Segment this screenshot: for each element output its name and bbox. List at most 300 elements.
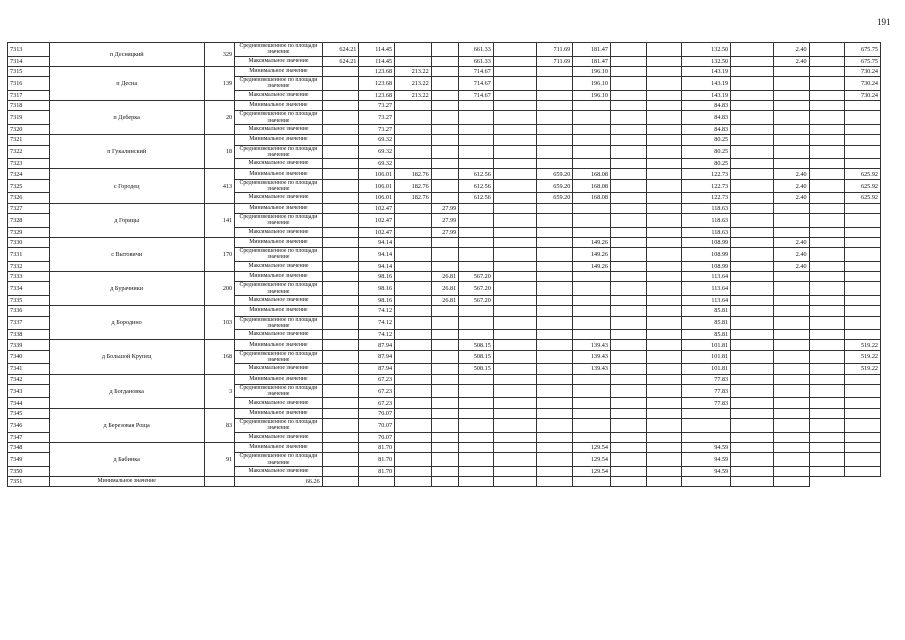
value-cell: 69.32 bbox=[359, 135, 395, 145]
value-cell bbox=[682, 432, 731, 442]
value-cell bbox=[773, 374, 809, 384]
value-cell bbox=[610, 350, 646, 364]
value-cell bbox=[493, 272, 536, 282]
value-cell bbox=[431, 169, 459, 179]
value-cell bbox=[536, 261, 573, 271]
value-cell bbox=[573, 295, 611, 305]
value-cell: 508.15 bbox=[459, 350, 494, 364]
value-cell bbox=[431, 398, 459, 408]
value-cell: 81.70 bbox=[359, 466, 395, 476]
value-cell: 67.23 bbox=[359, 398, 395, 408]
value-cell bbox=[573, 477, 611, 487]
value-cell: 98.16 bbox=[359, 295, 395, 305]
value-cell bbox=[431, 419, 459, 433]
value-cell bbox=[731, 340, 774, 350]
row-id-cell: 7349 bbox=[8, 453, 50, 467]
value-cell bbox=[395, 477, 432, 487]
value-cell bbox=[845, 261, 881, 271]
value-cell bbox=[459, 419, 494, 433]
value-cell bbox=[610, 316, 646, 330]
value-cell bbox=[395, 43, 432, 57]
value-cell bbox=[493, 453, 536, 467]
value-cell bbox=[809, 66, 845, 76]
value-cell bbox=[395, 466, 432, 476]
value-cell bbox=[809, 374, 845, 384]
row-id-cell: 7325 bbox=[8, 179, 50, 193]
value-cell bbox=[731, 248, 774, 262]
value-type-cell: Средневзвешенное по площади значение bbox=[235, 282, 323, 296]
value-cell: 519.22 bbox=[845, 364, 881, 374]
value-cell bbox=[395, 374, 432, 384]
value-type-cell: Средневзвешенное по площади значение bbox=[235, 248, 323, 262]
row-id-cell: 7323 bbox=[8, 159, 50, 169]
value-cell bbox=[493, 111, 536, 125]
row-id-cell: 7334 bbox=[8, 282, 50, 296]
value-cell: 139.43 bbox=[573, 350, 611, 364]
value-cell: 625.92 bbox=[845, 179, 881, 193]
value-cell bbox=[431, 442, 459, 452]
value-cell bbox=[536, 453, 573, 467]
value-cell bbox=[809, 398, 845, 408]
value-cell bbox=[536, 350, 573, 364]
value-cell bbox=[322, 477, 359, 487]
value-cell bbox=[731, 282, 774, 296]
value-cell: 132.50 bbox=[682, 56, 731, 66]
value-cell bbox=[536, 101, 573, 111]
row-id-cell: 7330 bbox=[8, 237, 50, 247]
value-cell: 139.43 bbox=[573, 364, 611, 374]
value-cell bbox=[610, 101, 646, 111]
value-cell bbox=[431, 350, 459, 364]
parcel-count-cell: 141 bbox=[204, 203, 235, 237]
value-cell bbox=[773, 316, 809, 330]
value-cell bbox=[493, 384, 536, 398]
value-cell: 182.76 bbox=[395, 179, 432, 193]
value-cell bbox=[359, 477, 395, 487]
value-cell: 714.67 bbox=[459, 66, 494, 76]
value-cell bbox=[493, 432, 536, 442]
value-cell bbox=[610, 145, 646, 159]
value-cell bbox=[731, 213, 774, 227]
value-cell bbox=[493, 364, 536, 374]
value-cell bbox=[731, 350, 774, 364]
value-cell bbox=[845, 101, 881, 111]
parcel-count-cell: 18 bbox=[204, 135, 235, 169]
value-cell: 132.50 bbox=[682, 43, 731, 57]
value-cell bbox=[573, 398, 611, 408]
value-cell: 129.54 bbox=[573, 453, 611, 467]
value-cell bbox=[431, 466, 459, 476]
value-cell: 2.40 bbox=[773, 248, 809, 262]
value-cell bbox=[536, 477, 573, 487]
value-cell bbox=[322, 272, 359, 282]
page-number: 191 bbox=[877, 17, 891, 27]
value-cell bbox=[773, 295, 809, 305]
value-cell bbox=[536, 77, 573, 91]
value-cell bbox=[773, 453, 809, 467]
value-cell: 94.14 bbox=[359, 248, 395, 262]
value-cell bbox=[809, 350, 845, 364]
value-cell: 81.70 bbox=[359, 453, 395, 467]
value-cell bbox=[731, 295, 774, 305]
value-cell bbox=[431, 237, 459, 247]
value-cell bbox=[809, 203, 845, 213]
value-cell bbox=[646, 145, 682, 159]
value-cell bbox=[646, 179, 682, 193]
value-cell: 711.69 bbox=[536, 56, 573, 66]
value-cell bbox=[773, 203, 809, 213]
value-cell: 102.47 bbox=[359, 203, 395, 213]
value-cell bbox=[731, 169, 774, 179]
value-cell bbox=[646, 272, 682, 282]
value-cell bbox=[536, 227, 573, 237]
value-cell bbox=[610, 111, 646, 125]
value-cell: 675.75 bbox=[845, 43, 881, 57]
value-cell bbox=[395, 398, 432, 408]
value-cell: 94.14 bbox=[359, 261, 395, 271]
row-id-cell: 7324 bbox=[8, 169, 50, 179]
value-cell bbox=[610, 466, 646, 476]
value-cell bbox=[809, 43, 845, 57]
value-cell: 567.20 bbox=[459, 295, 494, 305]
value-cell bbox=[610, 374, 646, 384]
value-cell bbox=[431, 179, 459, 193]
value-cell bbox=[395, 237, 432, 247]
value-cell bbox=[610, 477, 646, 487]
value-cell bbox=[809, 419, 845, 433]
row-id-cell: 7345 bbox=[8, 408, 50, 418]
settlement-name-cell: д Березовая Роща bbox=[49, 408, 204, 442]
value-cell bbox=[322, 374, 359, 384]
value-cell bbox=[459, 135, 494, 145]
value-cell bbox=[845, 432, 881, 442]
value-cell bbox=[731, 477, 774, 487]
value-type-cell: Минимальное значение bbox=[235, 66, 323, 76]
value-cell bbox=[773, 384, 809, 398]
value-cell bbox=[459, 145, 494, 159]
value-cell: 612.56 bbox=[459, 179, 494, 193]
value-cell bbox=[809, 316, 845, 330]
value-cell bbox=[809, 282, 845, 296]
value-cell: 711.69 bbox=[536, 43, 573, 57]
value-cell bbox=[731, 466, 774, 476]
value-cell: 168.08 bbox=[573, 193, 611, 203]
value-cell bbox=[646, 340, 682, 350]
value-cell bbox=[809, 101, 845, 111]
value-type-cell: Минимальное значение bbox=[235, 408, 323, 418]
value-cell bbox=[536, 124, 573, 134]
value-type-cell: Минимальное значение bbox=[235, 135, 323, 145]
value-cell bbox=[646, 66, 682, 76]
value-cell: 98.16 bbox=[359, 282, 395, 296]
value-cell bbox=[322, 169, 359, 179]
value-cell bbox=[731, 261, 774, 271]
value-cell: 114.45 bbox=[359, 56, 395, 66]
value-cell bbox=[809, 90, 845, 100]
value-cell bbox=[610, 340, 646, 350]
value-cell: 67.23 bbox=[359, 384, 395, 398]
value-cell: 70.07 bbox=[359, 432, 395, 442]
value-cell bbox=[845, 213, 881, 227]
value-cell bbox=[610, 384, 646, 398]
value-cell: 101.81 bbox=[682, 350, 731, 364]
value-cell: 139.43 bbox=[573, 340, 611, 350]
value-type-cell: Максимальное значение bbox=[235, 227, 323, 237]
value-cell: 69.32 bbox=[359, 145, 395, 159]
value-cell bbox=[610, 432, 646, 442]
value-cell bbox=[536, 398, 573, 408]
value-cell bbox=[809, 442, 845, 452]
row-id-cell: 7332 bbox=[8, 261, 50, 271]
row-id-cell: 7314 bbox=[8, 56, 50, 66]
value-type-cell: Максимальное значение bbox=[235, 90, 323, 100]
value-cell bbox=[322, 237, 359, 247]
value-cell bbox=[646, 56, 682, 66]
value-cell bbox=[536, 340, 573, 350]
settlement-name-cell: с Городец bbox=[49, 169, 204, 203]
value-cell bbox=[646, 169, 682, 179]
value-cell bbox=[395, 316, 432, 330]
value-cell bbox=[809, 306, 845, 316]
value-cell bbox=[809, 237, 845, 247]
value-type-cell: Минимальное значение bbox=[235, 169, 323, 179]
value-cell bbox=[431, 111, 459, 125]
table-row bbox=[8, 272, 881, 282]
value-cell bbox=[459, 477, 494, 487]
value-cell bbox=[322, 350, 359, 364]
value-cell: 94.14 bbox=[359, 237, 395, 247]
value-cell bbox=[731, 56, 774, 66]
value-cell bbox=[536, 237, 573, 247]
value-cell bbox=[610, 248, 646, 262]
value-cell: 108.99 bbox=[682, 237, 731, 247]
value-cell bbox=[845, 227, 881, 237]
value-cell: 714.67 bbox=[459, 90, 494, 100]
value-cell bbox=[845, 453, 881, 467]
row-id-cell: 7319 bbox=[8, 111, 50, 125]
value-cell bbox=[431, 306, 459, 316]
value-cell bbox=[536, 384, 573, 398]
value-cell bbox=[493, 340, 536, 350]
settlement-name-cell: д Бородино bbox=[49, 306, 204, 340]
value-cell bbox=[459, 374, 494, 384]
value-cell bbox=[573, 213, 611, 227]
value-cell: 508.15 bbox=[459, 340, 494, 350]
value-cell: 196.10 bbox=[573, 66, 611, 76]
settlement-name-cell: д Бурачники bbox=[49, 272, 204, 306]
value-cell bbox=[459, 316, 494, 330]
value-cell: 196.10 bbox=[573, 90, 611, 100]
value-cell: 87.94 bbox=[359, 340, 395, 350]
value-cell bbox=[431, 477, 459, 487]
value-cell bbox=[395, 295, 432, 305]
value-cell bbox=[322, 203, 359, 213]
value-cell: 106.01 bbox=[359, 169, 395, 179]
value-cell: 730.24 bbox=[845, 66, 881, 76]
value-cell bbox=[845, 398, 881, 408]
value-cell bbox=[731, 77, 774, 91]
value-cell bbox=[731, 330, 774, 340]
value-cell bbox=[845, 295, 881, 305]
parcel-count-cell: 329 bbox=[204, 43, 235, 67]
value-cell bbox=[395, 272, 432, 282]
value-cell bbox=[731, 398, 774, 408]
value-cell: 74.12 bbox=[359, 330, 395, 340]
value-cell bbox=[395, 261, 432, 271]
value-cell: 80.25 bbox=[682, 135, 731, 145]
value-cell bbox=[536, 364, 573, 374]
value-cell bbox=[536, 282, 573, 296]
value-type-cell: Максимальное значение bbox=[235, 432, 323, 442]
value-type-cell: Средневзвешенное по площади значение bbox=[235, 350, 323, 364]
value-cell bbox=[646, 193, 682, 203]
value-cell: 108.99 bbox=[682, 261, 731, 271]
value-cell bbox=[845, 442, 881, 452]
value-cell bbox=[809, 111, 845, 125]
value-cell bbox=[395, 203, 432, 213]
value-cell: 73.27 bbox=[359, 101, 395, 111]
value-cell bbox=[493, 213, 536, 227]
value-cell bbox=[322, 77, 359, 91]
value-cell bbox=[845, 374, 881, 384]
value-type-cell: Максимальное значение bbox=[235, 124, 323, 134]
value-cell: 2.40 bbox=[773, 261, 809, 271]
row-id-cell: 7348 bbox=[8, 442, 50, 452]
value-cell bbox=[731, 145, 774, 159]
value-cell bbox=[731, 159, 774, 169]
value-cell bbox=[610, 282, 646, 296]
value-cell bbox=[493, 261, 536, 271]
value-cell: 74.12 bbox=[359, 306, 395, 316]
value-cell bbox=[459, 453, 494, 467]
value-cell bbox=[431, 159, 459, 169]
value-cell: 113.64 bbox=[682, 295, 731, 305]
value-type-cell: Максимальное значение bbox=[235, 159, 323, 169]
value-cell bbox=[493, 169, 536, 179]
value-cell bbox=[573, 227, 611, 237]
value-cell bbox=[322, 330, 359, 340]
value-cell: 77.83 bbox=[682, 374, 731, 384]
value-cell bbox=[731, 90, 774, 100]
value-cell bbox=[809, 364, 845, 374]
value-cell bbox=[573, 374, 611, 384]
value-cell: 73.27 bbox=[359, 124, 395, 134]
value-cell: 567.20 bbox=[459, 282, 494, 296]
value-cell bbox=[646, 316, 682, 330]
value-cell bbox=[646, 398, 682, 408]
value-cell bbox=[610, 135, 646, 145]
value-cell bbox=[731, 364, 774, 374]
value-cell: 129.54 bbox=[573, 466, 611, 476]
value-cell bbox=[773, 466, 809, 476]
value-cell: 213.22 bbox=[395, 90, 432, 100]
value-cell bbox=[573, 408, 611, 418]
value-cell bbox=[459, 384, 494, 398]
value-type-cell: Минимальное значение bbox=[235, 374, 323, 384]
value-cell bbox=[646, 43, 682, 57]
value-cell bbox=[646, 282, 682, 296]
parcel-count-cell: 413 bbox=[204, 169, 235, 203]
value-type-cell: Средневзвешенное по площади значение bbox=[235, 384, 323, 398]
value-cell bbox=[646, 419, 682, 433]
value-type-cell: Максимальное значение bbox=[235, 398, 323, 408]
value-cell bbox=[773, 350, 809, 364]
value-cell bbox=[610, 179, 646, 193]
value-cell bbox=[610, 169, 646, 179]
value-cell bbox=[431, 248, 459, 262]
value-cell: 149.26 bbox=[573, 237, 611, 247]
value-cell bbox=[646, 248, 682, 262]
value-cell bbox=[459, 466, 494, 476]
row-id-cell: 7342 bbox=[8, 374, 50, 384]
value-cell bbox=[493, 179, 536, 193]
value-type-cell: Минимальное значение bbox=[235, 272, 323, 282]
row-id-cell: 7329 bbox=[8, 227, 50, 237]
value-cell bbox=[610, 295, 646, 305]
value-cell bbox=[459, 124, 494, 134]
value-cell: 508.15 bbox=[459, 364, 494, 374]
value-cell bbox=[493, 135, 536, 145]
value-cell bbox=[322, 384, 359, 398]
value-cell bbox=[493, 282, 536, 296]
value-cell bbox=[809, 261, 845, 271]
row-id-cell: 7346 bbox=[8, 419, 50, 433]
value-cell bbox=[322, 442, 359, 452]
value-cell: 106.01 bbox=[359, 179, 395, 193]
value-type-cell: Средневзвешенное по площади значение bbox=[235, 213, 323, 227]
value-cell bbox=[610, 56, 646, 66]
value-cell bbox=[731, 306, 774, 316]
value-cell bbox=[646, 442, 682, 452]
value-cell: 624.21 bbox=[322, 56, 359, 66]
value-cell: 98.16 bbox=[359, 272, 395, 282]
value-cell bbox=[845, 145, 881, 159]
value-cell bbox=[431, 384, 459, 398]
value-cell bbox=[682, 477, 731, 487]
value-cell: 69.32 bbox=[359, 159, 395, 169]
value-cell bbox=[573, 419, 611, 433]
value-cell: 213.22 bbox=[395, 66, 432, 76]
value-cell bbox=[322, 340, 359, 350]
value-cell bbox=[610, 77, 646, 91]
value-cell: 567.20 bbox=[459, 272, 494, 282]
value-cell bbox=[845, 330, 881, 340]
value-cell bbox=[322, 432, 359, 442]
value-cell: 66.26 bbox=[235, 477, 323, 487]
settlement-name-cell: с Вытовичи bbox=[49, 237, 204, 271]
parcel-count-cell: 3 bbox=[204, 374, 235, 408]
value-type-cell: Максимальное значение bbox=[235, 56, 323, 66]
value-cell bbox=[459, 203, 494, 213]
value-cell: 625.92 bbox=[845, 169, 881, 179]
value-cell bbox=[431, 330, 459, 340]
value-cell bbox=[459, 306, 494, 316]
value-cell: 659.20 bbox=[536, 169, 573, 179]
row-id-cell: 7318 bbox=[8, 101, 50, 111]
value-cell bbox=[493, 295, 536, 305]
value-cell bbox=[610, 159, 646, 169]
value-cell bbox=[493, 56, 536, 66]
value-cell: 129.54 bbox=[573, 442, 611, 452]
value-cell bbox=[431, 135, 459, 145]
value-cell bbox=[773, 124, 809, 134]
value-cell bbox=[573, 432, 611, 442]
value-cell bbox=[395, 159, 432, 169]
value-cell bbox=[493, 237, 536, 247]
value-cell bbox=[845, 466, 881, 476]
value-cell bbox=[322, 90, 359, 100]
value-cell bbox=[431, 145, 459, 159]
